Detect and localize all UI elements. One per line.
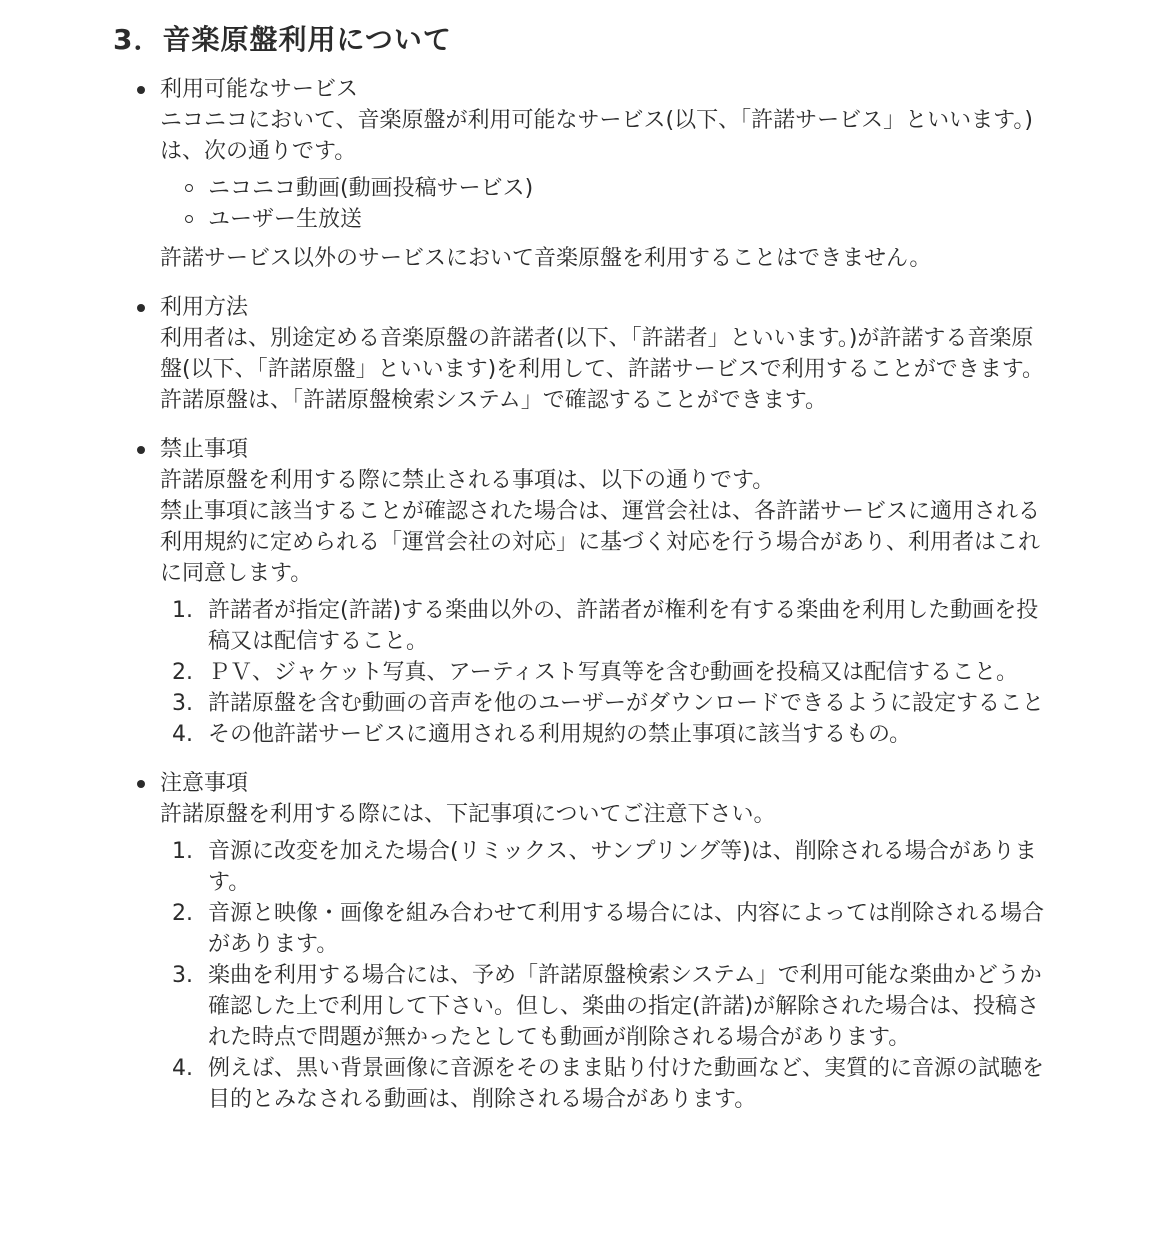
prohibited-list (160, 595, 1050, 750)
service-item (208, 204, 1050, 235)
section-content (160, 74, 1050, 1133)
service-list (160, 173, 1050, 235)
item-text: 許諾原盤を利用する際には、下記事項についてご注意下さい。 (160, 802, 776, 827)
numbered-item (172, 960, 1050, 1053)
service-item (208, 173, 1050, 204)
item-body: その他許諾サービスに適用される利用規約の禁止事項に該当するもの。 (208, 722, 912, 747)
numbered-item (172, 898, 1050, 960)
numbered-item (172, 657, 1050, 688)
list-item-usage-method (160, 292, 1050, 416)
section-title: 3．音楽原盤利用について (113, 23, 452, 56)
item-number: 3. (172, 691, 193, 716)
item-heading: 利用方法 (160, 295, 249, 320)
item-number: 1. (172, 598, 193, 623)
service-label: ニコニコ動画(動画投稿サービス) (208, 176, 534, 201)
item-body: 楽曲を利用する場合には、予め「許諾原盤検索システム」で利用可能な楽曲かどうか確認した上で利用して下さい。但し、楽曲の指定(許諾)が解除された場合は、投稿された時点で問題が無かったとしても動画が削除される場合があります。 (208, 963, 1042, 1050)
item-number: 2. (172, 901, 193, 926)
list-item-notes (160, 768, 1050, 1115)
list-item-prohibited (160, 434, 1050, 750)
item-heading: 注意事項 (160, 771, 249, 796)
bullet-icon (137, 446, 145, 454)
bullet-icon (137, 304, 145, 312)
item-body: ＰＶ、ジャケット写真、アーティスト写真等を含む動画を投稿又は配信すること。 (208, 660, 1019, 685)
item-body: 許諾者が指定(許諾)する楽曲以外の、許諾者が権利を有する楽曲を利用した動画を投稿又は配信すること。 (208, 598, 1039, 654)
item-body: 音源に改変を加えた場合(リミックス、サンプリング等)は、削除される場合があります。 (208, 839, 1037, 895)
bullet-icon (137, 86, 145, 94)
item-number: 3. (172, 963, 193, 988)
notes-list (160, 836, 1050, 1115)
bullet-icon (137, 780, 145, 788)
item-body: 音源と映像・画像を組み合わせて利用する場合には、内容によっては削除される場合があります。 (208, 901, 1045, 957)
item-heading: 禁止事項 (160, 437, 249, 462)
item-number: 1. (172, 839, 193, 864)
item-body: 許諾原盤を含む動画の音声を他のユーザーがダウンロードできるように設定すること (208, 691, 1045, 716)
item-body: 例えば、黒い背景画像に音源をそのまま貼り付けた動画など、実質的に音源の試聴を目的とみなされる動画は、削除される場合があります。 (208, 1056, 1045, 1112)
numbered-item (172, 595, 1050, 657)
list-item-available-services (160, 74, 1050, 274)
circle-bullet-icon (185, 184, 193, 192)
service-label: ユーザー生放送 (208, 207, 363, 232)
item-text: 許諾原盤を利用する際に禁止される事項は、以下の通りです。 (160, 468, 775, 493)
numbered-item (172, 836, 1050, 898)
item-text: 禁止事項に該当することが確認された場合は、運営会社は、各許諾サービスに適用される利用規約に定められる「運営会社の対応」に基づく対応を行う場合があり、利用者はこれに同意します。 (160, 499, 1041, 586)
item-heading: 利用可能なサービス (160, 77, 359, 102)
item-note: 許諾サービス以外のサービスにおいて音楽原盤を利用することはできません。 (160, 246, 932, 271)
item-number: 4. (172, 722, 193, 747)
item-text: ニコニコにおいて、音楽原盤が利用可能なサービス(以下、「許諾サービス」といいます。)は、次の通りです。 (160, 108, 1033, 164)
item-number: 2. (172, 660, 193, 685)
numbered-item (172, 719, 1050, 750)
numbered-item (172, 1053, 1050, 1115)
circle-bullet-icon (185, 215, 193, 223)
item-number: 4. (172, 1056, 193, 1081)
item-text: 利用者は、別途定める音楽原盤の許諾者(以下、「許諾者」といいます。)が許諾する音楽原盤(以下、「許諾原盤」といいます)を利用して、許諾サービスで利用することができます。許諾原盤は、「許諾原盤検索システム」で確認することができます。 (160, 326, 1044, 413)
numbered-item (172, 688, 1050, 719)
